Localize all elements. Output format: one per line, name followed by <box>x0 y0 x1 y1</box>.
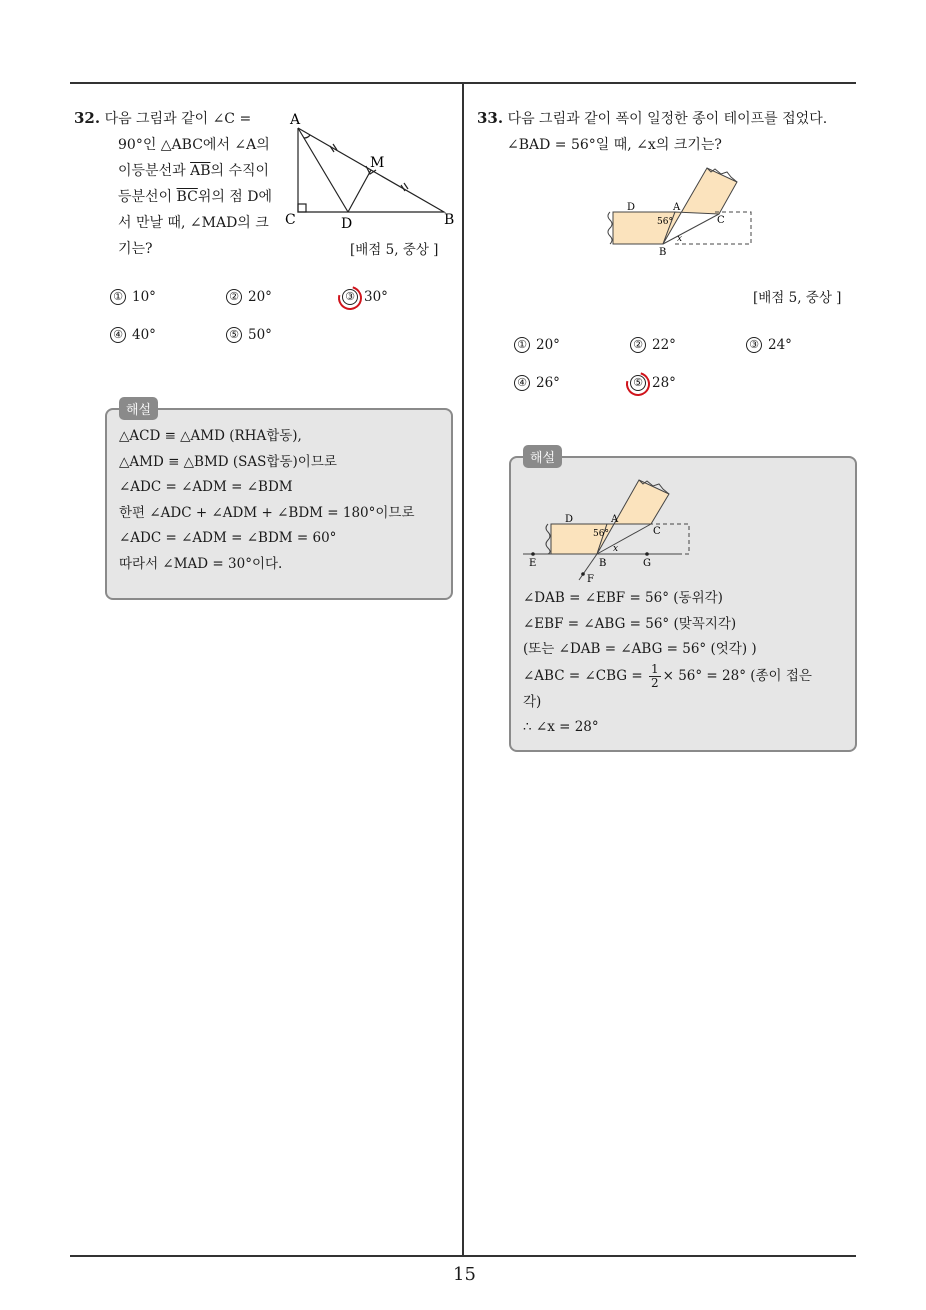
q33-line-2: ∠BAD = 56°일 때, ∠x의 크기는? <box>507 137 722 153</box>
label-m: M <box>370 155 385 171</box>
tape-label-c: C <box>717 215 725 226</box>
q32-answer-mark <box>334 282 367 315</box>
exp-label-a: A <box>611 514 619 525</box>
q33-explanation-tag: 해설 <box>523 445 562 468</box>
q32-line-5: 서 만날 때, ∠MAD의 크 <box>118 215 269 231</box>
tape-label-angle: 56° <box>657 217 673 227</box>
page-number: 15 <box>453 1264 476 1285</box>
q33-choice-1[interactable]: ① 20° <box>514 337 560 353</box>
q32-triangle-figure <box>284 112 460 232</box>
q32-number: 32. <box>74 109 101 127</box>
q33-line-1: 다음 그림과 같이 폭이 일정한 종이 테이프를 접었다. <box>507 111 828 127</box>
exp-label-b: B <box>599 558 607 569</box>
q32-line-4: 등분선이 $\overline{BC}$위의 점 D에 <box>118 189 273 205</box>
column-divider <box>462 82 464 1256</box>
q33-exp-line-2: ∠EBF = ∠ABG = 56° (맞꼭지각) <box>523 615 737 632</box>
q32-exp-line-2: △AMD ≡ △BMD (SAS합동)이므로 <box>119 453 337 470</box>
q33-tape-figure <box>605 166 760 262</box>
q32-exp-line-3: ∠ADC = ∠ADM = ∠BDM <box>119 479 293 495</box>
exp-label-x: x <box>613 544 619 554</box>
label-d: D <box>341 216 353 232</box>
q32-score: [배점 5, 중상 ] <box>350 242 439 258</box>
q33-choice-4[interactable]: ④ 26° <box>514 375 560 391</box>
q32-line-2: 90°인 △ABC에서 ∠A의 <box>118 137 270 153</box>
tape-label-d: D <box>627 202 636 213</box>
q32-line-1: 다음 그림과 같이 ∠C = <box>104 111 252 127</box>
q33-answer-mark <box>622 368 655 401</box>
fraction-half: $\frac{1}{2}$ <box>650 661 659 690</box>
exp-label-c: C <box>653 526 661 537</box>
label-c: C <box>285 212 296 228</box>
exp-label-g: G <box>643 558 651 569</box>
q33-stem <box>477 105 867 158</box>
tape-label-b: B <box>659 247 667 258</box>
label-a: A <box>290 112 301 128</box>
q33-exp-figure <box>521 476 701 586</box>
q32-choice-2[interactable]: ② 20° <box>226 289 272 305</box>
tape-label-x: x <box>677 234 683 244</box>
q32-exp-line-6: 따라서 ∠MAD = 30°이다. <box>119 555 283 572</box>
q32-explanation-box <box>105 408 453 600</box>
q32-choice-4[interactable]: ④ 40° <box>110 327 156 343</box>
segment-bc: $\overline{BC}$ <box>176 189 198 205</box>
q33-choice-2[interactable]: ② 22° <box>630 337 676 353</box>
q33-exp-line-6: ∴ ∠x = 28° <box>523 719 599 735</box>
q32-stem <box>74 105 274 262</box>
q33-exp-line-1: ∠DAB = ∠EBF = 56° (동위각) <box>523 590 723 606</box>
q32-explanation-tag: 해설 <box>119 397 158 420</box>
q33-explanation-box <box>509 456 857 752</box>
q32-exp-line-4: 한편 ∠ADC + ∠ADM + ∠BDM = 180°이므로 <box>119 504 415 521</box>
q32-choice-3[interactable]: ③ 30° <box>342 289 388 305</box>
q32-line-3: 이등분선과 $\overline{AB}$의 수직이 <box>118 163 270 179</box>
exp-label-f: F <box>587 574 594 585</box>
q32-exp-line-5: ∠ADC = ∠ADM = ∠BDM = 60° <box>119 530 337 546</box>
q33-exp-line-4: ∠ABC = ∠CBG = $\frac{1}{2}$ × 56° = 28° (종이 접은 <box>523 661 812 690</box>
exp-label-e: E <box>529 558 537 569</box>
q33-choice-5[interactable]: ⑤ 28° <box>630 375 676 391</box>
q33-exp-line-3: (또는 ∠DAB = ∠ABG = 56° (엇각) ) <box>523 641 757 657</box>
label-b: B <box>444 212 455 228</box>
q32-choice-5[interactable]: ⑤ 50° <box>226 327 272 343</box>
exp-label-d: D <box>565 514 574 525</box>
tape-label-a: A <box>673 202 681 213</box>
q32-line-6: 기는? <box>118 241 153 257</box>
q32-exp-line-1: △ACD ≡ △AMD (RHA합동), <box>119 428 302 444</box>
q33-score: [배점 5, 중상 ] <box>753 290 842 306</box>
q33-exp-line-5: 각) <box>523 693 542 710</box>
q32-choice-1[interactable]: ① 10° <box>110 289 156 305</box>
q33-number: 33. <box>477 109 504 127</box>
bottom-rule <box>70 1255 856 1257</box>
exp-label-angle: 56° <box>593 529 609 539</box>
q33-choice-3[interactable]: ③ 24° <box>746 337 792 353</box>
segment-ab: $\overline{AB}$ <box>190 163 211 179</box>
